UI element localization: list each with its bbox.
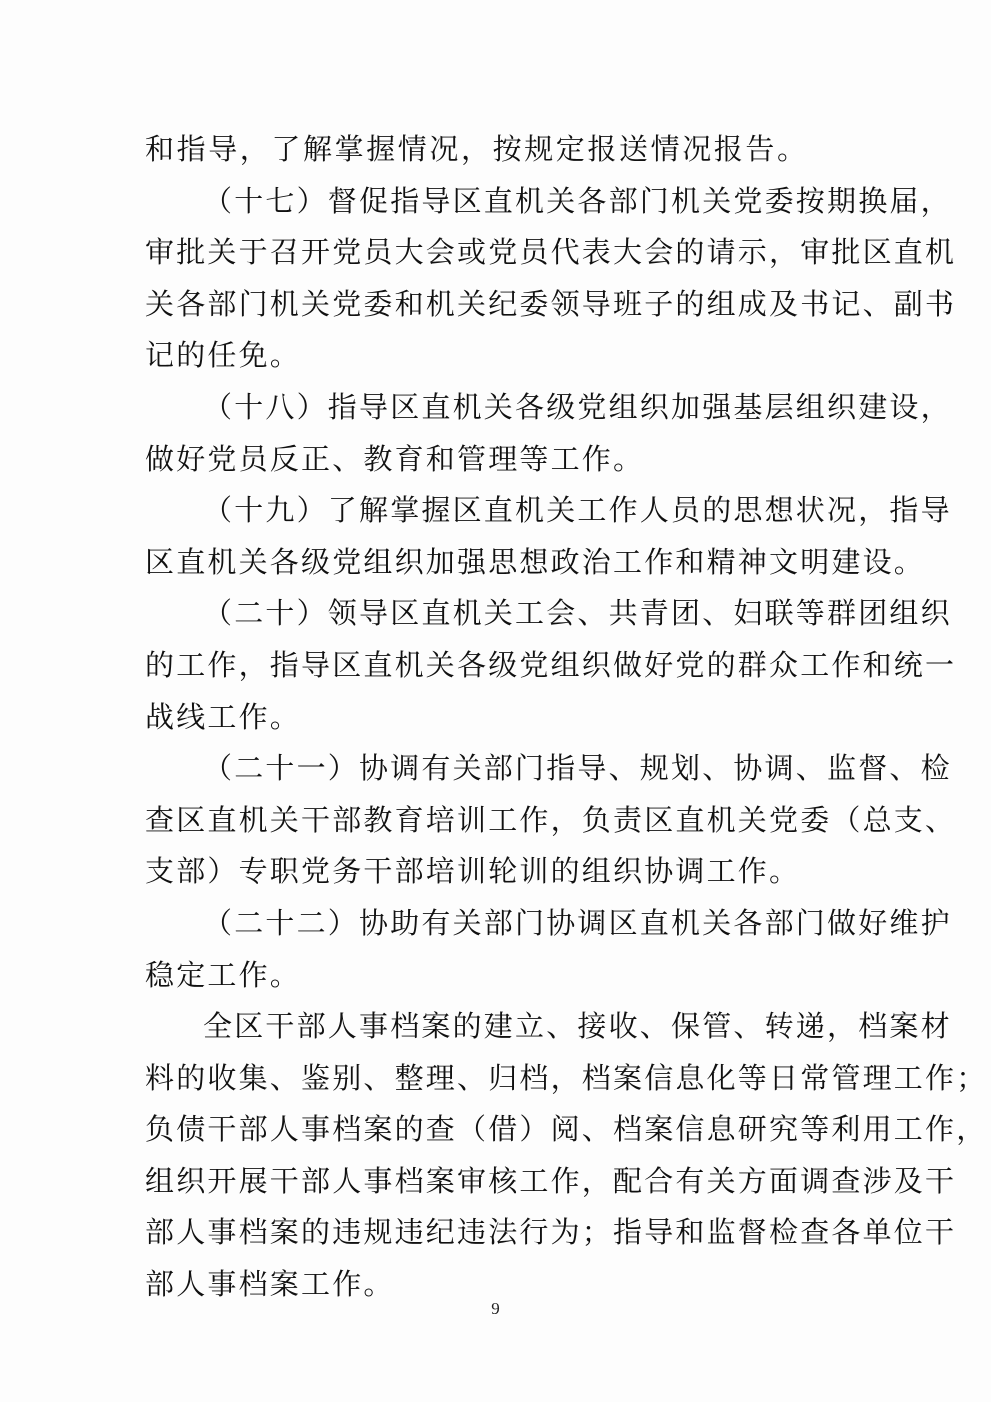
text-line: （十八）指导区直机关各级党组织加强基层组织建设， xyxy=(203,389,952,424)
text-line: （二十二）协助有关部门协调区直机关各部门做好维护 xyxy=(203,905,952,940)
text-line: 料的收集、鉴别、整理、归档，档案信息化等日常管理工作； xyxy=(145,1060,988,1095)
text-line: 战线工作。 xyxy=(145,699,302,734)
text-line: 关各部门机关党委和机关纪委领导班子的组成及书记、副书 xyxy=(145,286,957,321)
text-line: 做好党员反正、教育和管理等工作。 xyxy=(145,441,645,476)
page-number: 9 xyxy=(491,1299,500,1318)
text-line: 全区干部人事档案的建立、接收、保管、转递，档案材 xyxy=(203,1009,952,1044)
text-line: 负债干部人事档案的查（借）阅、档案信息研究等利用工作， xyxy=(145,1112,988,1147)
text-line: 稳定工作。 xyxy=(145,957,302,992)
text-line: 的工作，指导区直机关各级党组织做好党的群众工作和统一 xyxy=(145,647,957,682)
text-line: （二十一）协调有关部门指导、规划、协调、监督、检 xyxy=(203,751,952,786)
text-line: 和指导，了解掌握情况，按规定报送情况报告。 xyxy=(145,132,809,166)
text-line: 记的任免。 xyxy=(145,338,302,373)
text-line: 部人事档案的违规违纪违法行为；指导和监督检查各单位干 xyxy=(145,1215,957,1250)
text-line: 部人事档案工作。 xyxy=(145,1267,395,1302)
text-line: （十九）了解掌握区直机关工作人员的思想状况，指导 xyxy=(203,493,952,528)
text-line: 区直机关各级党组织加强思想政治工作和精神文明建设。 xyxy=(145,544,926,579)
text-line: 支部）专职党务干部培训轮训的组织协调工作。 xyxy=(145,854,801,889)
text-line: （二十）领导区直机关工会、共青团、妇联等群团组织 xyxy=(203,596,952,631)
text-line: （十七）督促指导区直机关各部门机关党委按期换届， xyxy=(203,183,952,218)
body-text xyxy=(145,124,988,1311)
text-line: 组织开展干部人事档案审核工作，配合有关方面调查涉及干 xyxy=(145,1163,957,1198)
text-line: 审批关于召开党员大会或党员代表大会的请示，审批区直机 xyxy=(145,235,957,270)
text-line: 查区直机关干部教育培训工作，负责区直机关党委（总支、 xyxy=(145,802,957,837)
